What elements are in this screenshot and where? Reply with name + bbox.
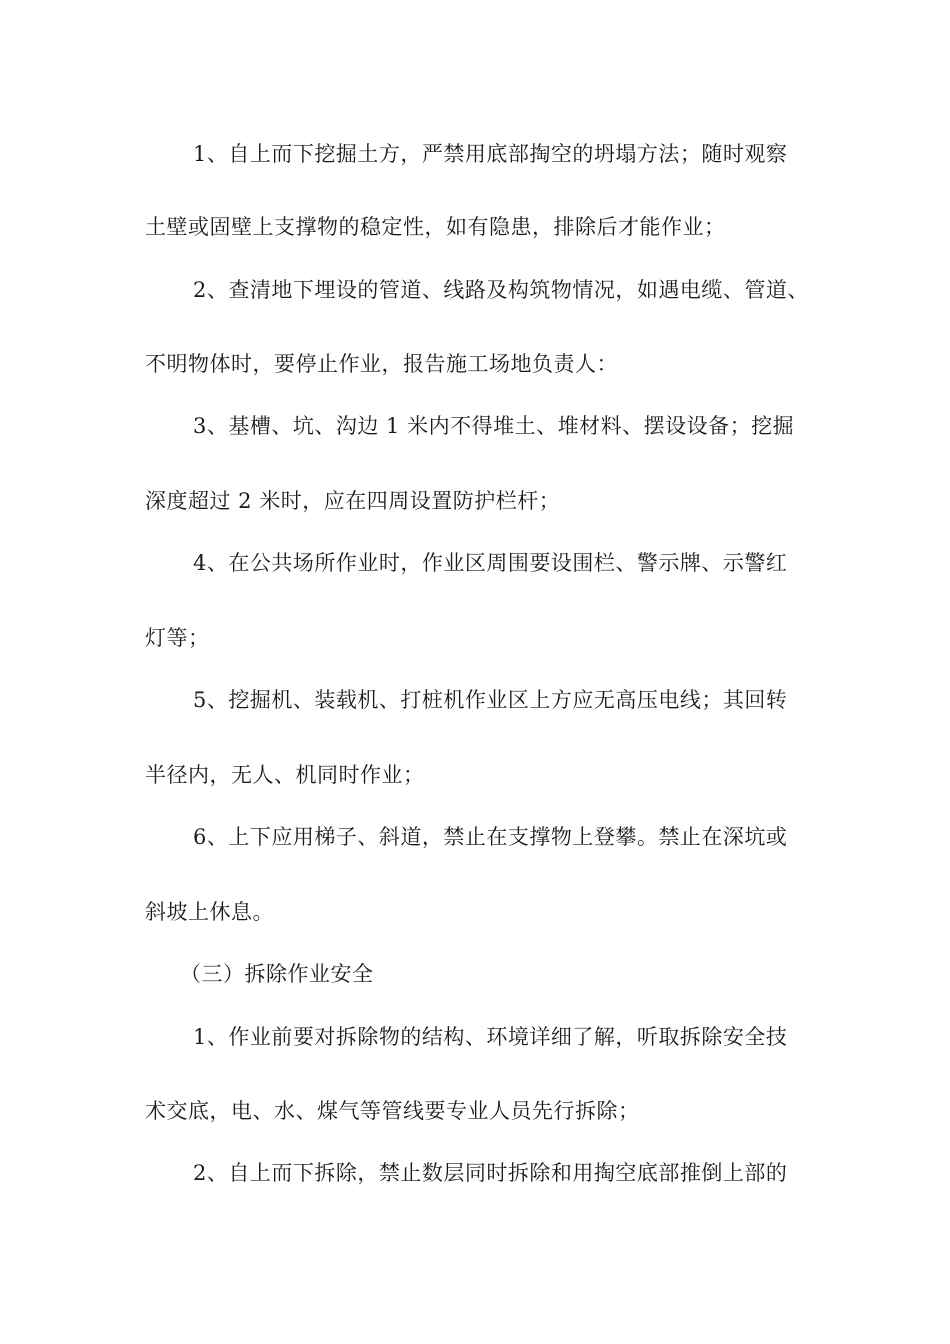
paragraph-line: 1、作业前要对拆除物的结构、环境详细了解，听取拆除安全技 bbox=[193, 1025, 788, 1049]
paragraph-line: 不明物体时，要停止作业，报告施工场地负责人： bbox=[145, 352, 618, 376]
paragraph-line: 4、在公共场所作业时，作业区周围要设围栏、警示牌、示警红 bbox=[193, 551, 788, 575]
paragraph-line: 2、自上而下拆除，禁止数层同时拆除和用掏空底部推倒上部的 bbox=[193, 1161, 788, 1185]
paragraph-line: 1、自上而下挖掘土方，严禁用底部掏空的坍塌方法；随时观察 bbox=[193, 142, 788, 166]
paragraph-line: 斜坡上休息。 bbox=[145, 900, 274, 924]
paragraph-line: 5、挖掘机、装载机、打桩机作业区上方应无高压电线；其回转 bbox=[193, 688, 788, 712]
paragraph-line: 灯等； bbox=[145, 626, 210, 650]
paragraph-line: 6、上下应用梯子、斜道，禁止在支撑物上登攀。禁止在深坑或 bbox=[193, 825, 788, 849]
paragraph-line: 半径内，无人、机同时作业； bbox=[145, 763, 425, 787]
paragraph-line: 深度超过 2 米时，应在四周设置防护栏杆； bbox=[145, 489, 561, 513]
paragraph-line: 2、查清地下埋设的管道、线路及构筑物情况，如遇电缆、管道、 bbox=[193, 278, 809, 302]
section-heading: （三）拆除作业安全 bbox=[180, 962, 374, 986]
paragraph-line: 术交底，电、水、煤气等管线要专业人员先行拆除； bbox=[145, 1099, 640, 1123]
paragraph-line: 3、基槽、坑、沟边 1 米内不得堆土、堆材料、摆设设备；挖掘 bbox=[193, 414, 795, 438]
paragraph-line: 土壁或固壁上支撑物的稳定性，如有隐患，排除后才能作业； bbox=[145, 215, 726, 239]
